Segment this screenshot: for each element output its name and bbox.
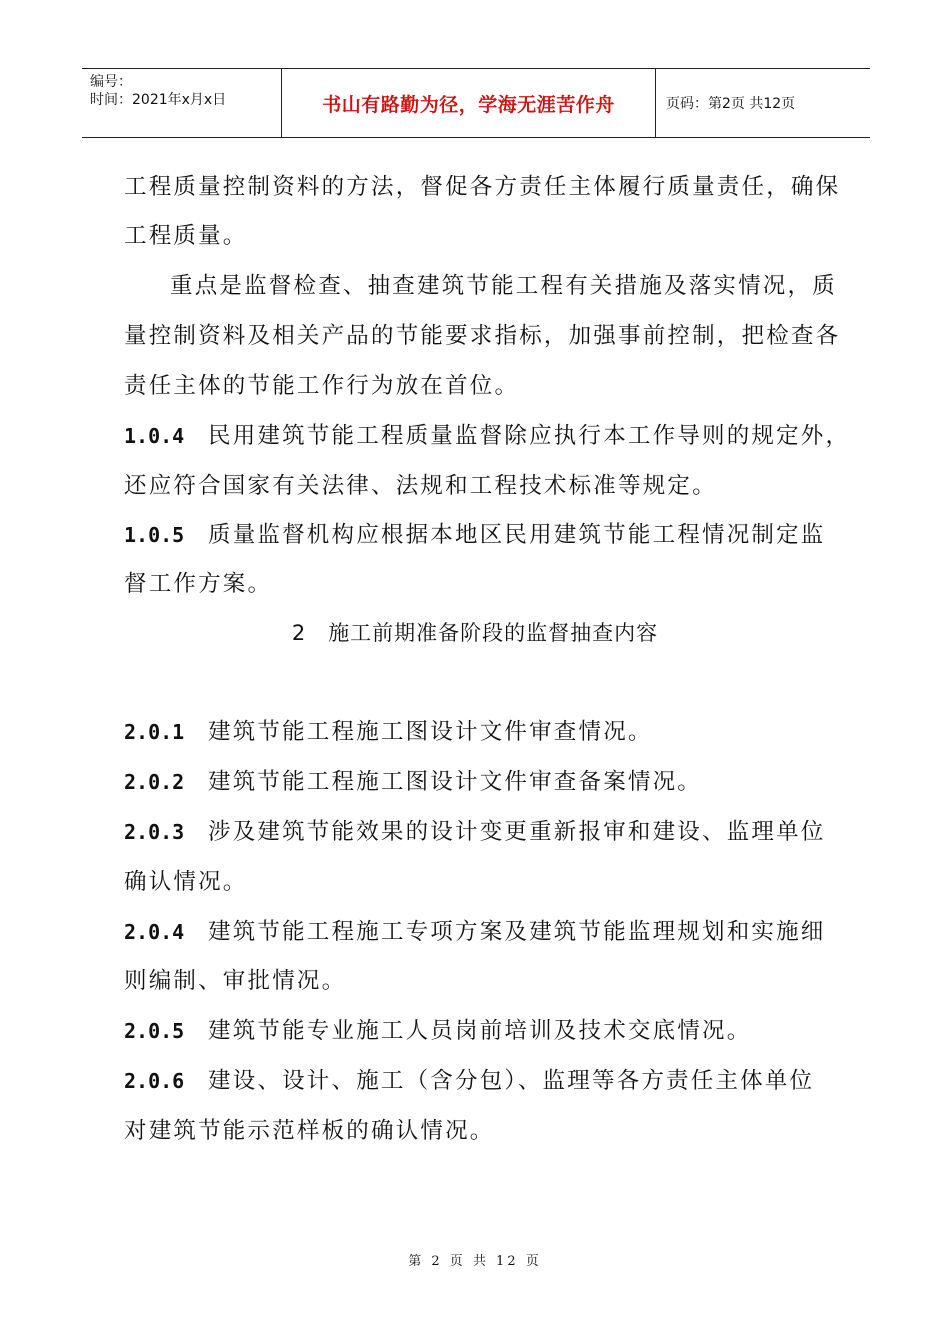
page-footer: 第 2 页 共 12 页 bbox=[408, 1254, 542, 1269]
clause-text: 涉及建筑节能效果的设计变更重新报审和建设、监理单位 bbox=[208, 819, 826, 845]
paragraph-line: 重点是监督检查、抽查建筑节能工程有关措施及落实情况，质 bbox=[170, 273, 837, 299]
header-page-info: 页码：第2页 共12页 bbox=[666, 96, 796, 112]
section-heading bbox=[0, 617, 950, 647]
header-motto-cell bbox=[282, 69, 656, 137]
paragraph-line: 则编制、审批情况。 bbox=[124, 968, 347, 994]
paragraph-line: 工程质量控制资料的方法，督促各方责任主体履行质量责任，确保 bbox=[124, 174, 841, 200]
clause-text: 建筑节能工程施工专项方案及建筑节能监理规划和实施细 bbox=[208, 919, 826, 945]
clause-text: 民用建筑节能工程质量监督除应执行本工作导则的规定外， bbox=[208, 423, 851, 449]
paragraph-line: 量控制资料及相关产品的节能要求指标，加强事前控制，把检查各 bbox=[124, 323, 841, 349]
clause-1-0-4 bbox=[124, 421, 850, 451]
section-number: 2 bbox=[291, 621, 307, 645]
paragraph-line: 工程质量。 bbox=[124, 223, 248, 249]
header-page-cell bbox=[656, 69, 870, 137]
clause-text: 建筑节能专业施工人员岗前培训及技术交底情况。 bbox=[208, 1018, 752, 1044]
clause-number: 1.0.5 bbox=[124, 523, 185, 547]
document-date: 时间：2021年x月x日 bbox=[90, 92, 227, 108]
clause-2-0-6 bbox=[124, 1066, 814, 1096]
clause-number: 2.0.6 bbox=[124, 1069, 185, 1093]
clause-2-0-5 bbox=[124, 1016, 751, 1046]
clause-1-0-5 bbox=[124, 520, 826, 550]
clause-2-0-4 bbox=[124, 917, 826, 947]
paragraph-line: 责任主体的节能工作行为放在首位。 bbox=[124, 373, 520, 399]
section-title: 施工前期准备阶段的监督抽查内容 bbox=[328, 621, 659, 645]
clause-number: 1.0.4 bbox=[124, 424, 185, 448]
clause-2-0-2 bbox=[124, 767, 702, 797]
clause-number: 2.0.2 bbox=[124, 770, 185, 794]
header-motto: 书山有路勤为径，学海无涯苦作舟 bbox=[322, 93, 615, 116]
clause-text: 质量监督机构应根据本地区民用建筑节能工程情况制定监 bbox=[208, 522, 826, 548]
paragraph-line: 对建筑节能示范样板的确认情况。 bbox=[124, 1118, 495, 1144]
paragraph-line: 确认情况。 bbox=[124, 869, 248, 895]
clause-number: 2.0.3 bbox=[124, 820, 185, 844]
clause-number: 2.0.5 bbox=[124, 1019, 185, 1043]
clause-text: 建设、设计、施工（含分包）、监理等各方责任主体单位 bbox=[208, 1068, 815, 1094]
header-meta-cell bbox=[82, 69, 282, 137]
clause-text: 建筑节能工程施工图设计文件审查备案情况。 bbox=[208, 769, 703, 795]
document-header bbox=[82, 68, 870, 138]
paragraph-line: 还应符合国家有关法律、法规和工程技术标准等规定。 bbox=[124, 473, 717, 499]
clause-number: 2.0.1 bbox=[124, 720, 185, 744]
document-number-label: 编号： bbox=[90, 74, 132, 90]
paragraph-line: 督工作方案。 bbox=[124, 571, 273, 597]
clause-text: 建筑节能工程施工图设计文件审查情况。 bbox=[208, 719, 653, 745]
clause-2-0-3 bbox=[124, 817, 826, 847]
clause-number: 2.0.4 bbox=[124, 920, 185, 944]
clause-2-0-1 bbox=[124, 717, 653, 747]
